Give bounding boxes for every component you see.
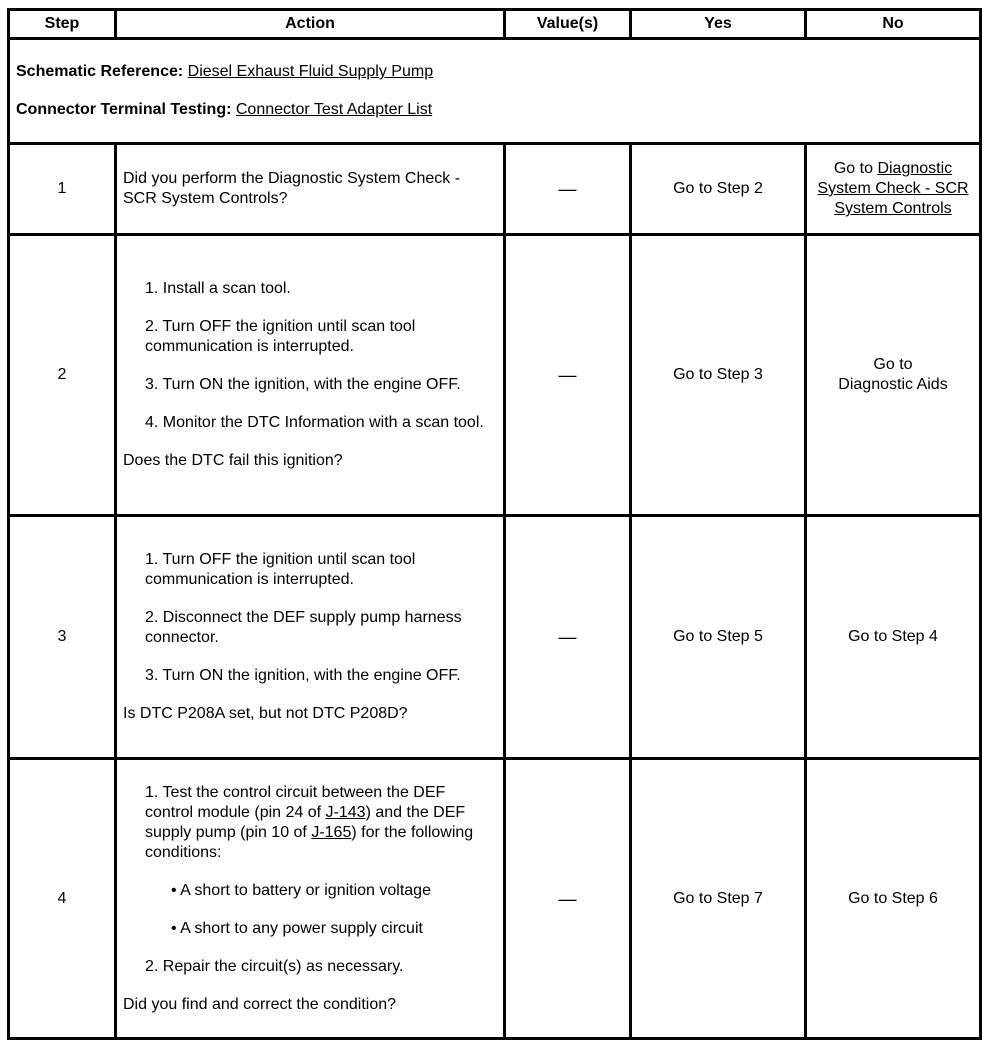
no-line: Diagnostic Aids	[838, 376, 948, 393]
step-number: 3	[9, 516, 116, 759]
action-steps	[123, 550, 497, 686]
no-line: Go to	[873, 356, 913, 373]
action-steps	[123, 279, 497, 433]
value-cell: —	[505, 235, 631, 516]
action-question: Did you find and correct the condition?	[123, 995, 397, 1013]
header-action: Action	[116, 10, 505, 39]
action-step-text: ) and the DEF supply pump (pin 10 of	[145, 803, 466, 841]
action-step	[145, 783, 497, 939]
step-number: 1	[9, 144, 116, 235]
no-cell	[806, 144, 981, 235]
header-no: No	[806, 10, 981, 39]
action-step: 2. Disconnect the DEF supply pump harness connector.	[145, 609, 462, 646]
action-cell	[116, 235, 505, 516]
no-cell: Go to Step 6	[806, 759, 981, 1039]
action-question: Does the DTC fail this ignition?	[123, 452, 343, 469]
step-row	[9, 144, 981, 235]
connector-testing-label: Connector Terminal Testing:	[16, 101, 232, 118]
header-yes: Yes	[631, 10, 806, 39]
action-step: 1. Install a scan tool.	[145, 280, 291, 297]
connector-j165-link[interactable]: J-165	[311, 823, 352, 841]
step-row	[9, 759, 981, 1039]
step-row	[9, 516, 981, 759]
action-cell	[116, 516, 505, 759]
no-prefix: Go to	[833, 160, 878, 177]
action-cell	[116, 759, 505, 1039]
value-cell: —	[505, 516, 631, 759]
value-cell: —	[505, 144, 631, 235]
step-row	[9, 235, 981, 516]
step-number: 4	[9, 759, 116, 1039]
no-cell	[806, 235, 981, 516]
action-question: Did you perform the Diagnostic System Check - SCR System Controls?	[116, 144, 505, 235]
action-question: Is DTC P208A set, but not DTC P208D?	[123, 705, 408, 722]
no-cell: Go to Step 4	[806, 516, 981, 759]
diagnostic-table	[7, 8, 982, 1040]
connector-testing-link[interactable]: Connector Test Adapter List	[235, 101, 433, 118]
yes-cell: Go to Step 3	[631, 235, 806, 516]
yes-cell: Go to Step 7	[631, 759, 806, 1039]
condition-item: • A short to any power supply circuit	[171, 919, 423, 937]
action-step: 3. Turn ON the ignition, with the engine OFF.	[145, 376, 461, 393]
action-step: 1. Turn OFF the ignition until scan tool communication is interrupted.	[145, 551, 416, 588]
header-values: Value(s)	[505, 10, 631, 39]
header-step: Step	[9, 10, 116, 39]
action-step-text: ) for the following conditions:	[145, 823, 474, 861]
condition-item: • A short to battery or ignition voltage	[171, 881, 431, 899]
reference-cell	[9, 39, 981, 144]
action-step-text: 1. Test the control circuit between the DEF control module (pin 24 of	[145, 783, 446, 821]
schematic-reference-link[interactable]: Diesel Exhaust Fluid Supply Pump	[187, 63, 434, 80]
reference-row	[9, 39, 981, 144]
step-number: 2	[9, 235, 116, 516]
action-step: 2. Repair the circuit(s) as necessary.	[145, 957, 404, 975]
schematic-reference	[16, 62, 973, 82]
action-step: 4. Monitor the DTC Information with a scan tool.	[145, 414, 484, 431]
action-step: 2. Turn OFF the ignition until scan tool communication is interrupted.	[145, 318, 416, 355]
yes-cell: Go to Step 5	[631, 516, 806, 759]
condition-list	[145, 881, 497, 939]
header-row	[9, 10, 981, 39]
value-cell: —	[505, 759, 631, 1039]
yes-cell: Go to Step 2	[631, 144, 806, 235]
action-steps	[123, 783, 497, 977]
schematic-reference-label: Schematic Reference:	[16, 63, 184, 80]
action-step: 3. Turn ON the ignition, with the engine OFF.	[145, 667, 461, 684]
connector-j143-link[interactable]: J-143	[325, 803, 366, 821]
connector-testing-reference	[16, 100, 973, 120]
diagnostic-system-check-link[interactable]: Diagnostic System Check - SCR System Controls	[817, 160, 969, 217]
